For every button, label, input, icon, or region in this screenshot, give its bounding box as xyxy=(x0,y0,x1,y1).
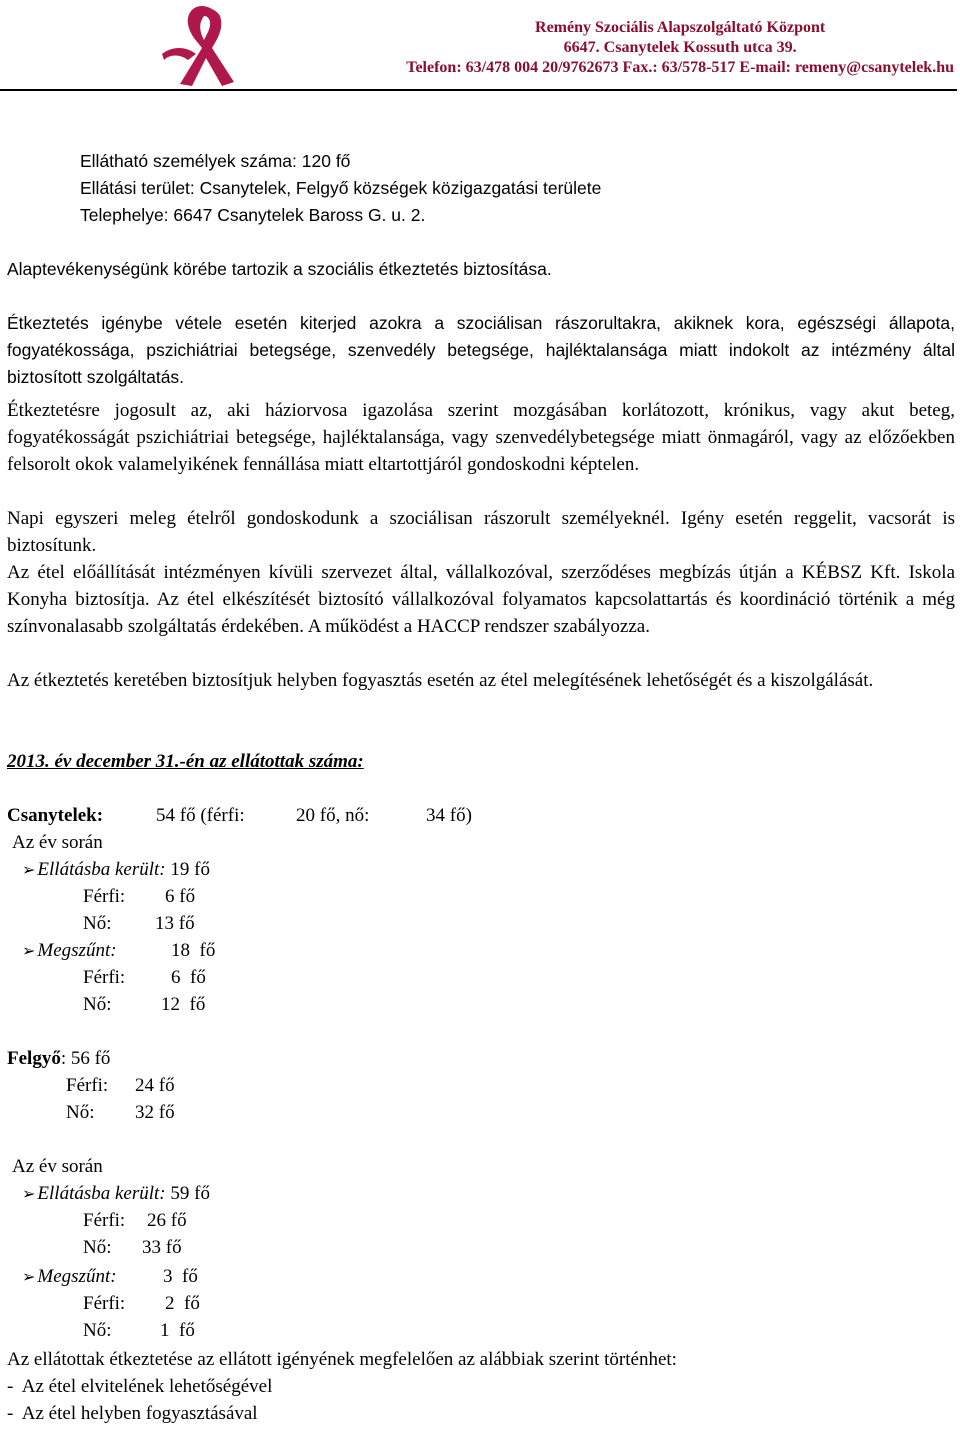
closing-item-takeaway: - Az étel elvitelének lehetőségével xyxy=(7,1376,273,1397)
organization-block xyxy=(406,18,954,78)
paragraph-entitlement: Étkeztetésre jogosult az, aki háziorvosa igazolása szerint mozgásában korlátozott, krónikus, vagy akut beteg, fogyatékosságát pszichiátriai betegsége, hajléktalansága, vagy szenvedélybetegsége miatt önmagáról, vagy az előzőekben felsorolt okok valamelyikének fennállása miatt eltartottjáról gondoskodni képtelen. xyxy=(7,400,955,475)
csanytelek-ended-male-label: Férfi: xyxy=(83,967,126,988)
felgyo-total: : 56 fő xyxy=(60,1048,111,1069)
closing-line: Az ellátottak étkeztetése az ellátott igényének megfelelően az alábbiak szerint történhet: xyxy=(7,1349,677,1370)
csanytelek-male: 20 fő, nő: xyxy=(296,805,370,826)
csanytelek-ended-total: 18 fő xyxy=(171,940,216,961)
felgyo-entered-female: 33 fő xyxy=(142,1237,182,1258)
felgyo-total-row xyxy=(7,1045,110,1072)
area-line: Ellátási terület: Csanytelek, Felgyő községek közigazgatási területe xyxy=(80,178,602,198)
ended-label: Megszűnt: xyxy=(37,940,117,961)
felgyo-ended-female: 1 fő xyxy=(160,1320,195,1341)
entered-total: 19 fő xyxy=(170,859,210,880)
organization-contact: Telefon: 63/478 004 20/9762673 Fax.: 63/578-517 E-mail: remeny@csanytelek.hu xyxy=(406,59,954,76)
entered-label: Ellátásba került: xyxy=(37,1183,166,1204)
arrow-bullet-icon: ➢ xyxy=(22,860,36,879)
csanytelek-total: 54 fő (férfi: xyxy=(156,805,245,826)
felgyo-ended-total: 3 fő xyxy=(163,1266,198,1287)
csanytelek-female: 34 fő) xyxy=(426,805,472,826)
felgyo-ended-row xyxy=(22,1263,117,1290)
letterhead xyxy=(0,0,960,92)
paragraph-eligibility: Étkeztetés igénybe vétele esetén kiterjed azokra a szociálisan rászorultakra, akiknek kora, egészségi állapota, fogyatékossága, pszichiátriai betegsége, szenvedély betegsége, hajléktalansága miatt indokolt az intézmény által biztosított szolgáltatás. xyxy=(7,313,955,387)
paragraph-daily-meal: Napi egyszeri meleg ételről gondoskodunk a szociálisan rászorult személyeknél. Igény esetén reggelit, vacsorát is biztosítunk. xyxy=(7,508,955,556)
arrow-bullet-icon: ➢ xyxy=(22,941,36,960)
csanytelek-entered-female-label: Nő: xyxy=(83,913,112,934)
felgyo-ended-female-label: Nő: xyxy=(83,1320,112,1341)
csanytelek-entered-male: 6 fő xyxy=(165,886,196,907)
header-divider xyxy=(0,89,957,91)
felgyo-entered-male-label: Férfi: xyxy=(83,1210,126,1231)
csanytelek-ended-row xyxy=(22,937,117,964)
csanytelek-ended-female-label: Nő: xyxy=(83,994,112,1015)
csanytelek-entered-row xyxy=(22,856,210,883)
capacity-line: Ellátható személyek száma: 120 fő xyxy=(80,151,351,171)
closing-item-onsite: - Az étel helyben fogyasztásával xyxy=(7,1403,258,1424)
paragraph-catering: Az étel előállítását intézményen kívüli szervezet által, vállalkozóval, szerződéses megbízás útján a KÉBSZ Kft. Iskola Konyha biztosítja. Az étel elkészítését biztosító vállalkozóval folyamatos kapcsolattartás és koordináció történik a még színvonalasabb szolgáltatás érdekében. A működést a HACCP rendszer szabályozza. xyxy=(7,562,955,637)
ribbon-logo xyxy=(158,2,240,88)
csanytelek-entered-female: 13 fő xyxy=(155,913,195,934)
felgyo-label: Felgyő xyxy=(7,1048,61,1069)
arrow-bullet-icon: ➢ xyxy=(22,1184,36,1203)
felgyo-ended-male-label: Férfi: xyxy=(83,1293,126,1314)
entered-total: 59 fő xyxy=(170,1183,210,1204)
felgyo-female-label: Nő: xyxy=(66,1102,95,1123)
csanytelek-ended-male: 6 fő xyxy=(171,967,206,988)
felgyo-male-label: Férfi: xyxy=(66,1075,109,1096)
felgyo-female: 32 fő xyxy=(135,1102,175,1123)
csanytelek-entered-male-label: Férfi: xyxy=(83,886,126,907)
csanytelek-ended-female: 12 fő xyxy=(161,994,206,1015)
entered-label: Ellátásba került: xyxy=(37,859,166,880)
arrow-bullet-icon: ➢ xyxy=(22,1267,36,1286)
paragraph-onsite: Az étkeztetés keretében biztosítjuk helyben fogyasztás esetén az étel melegítésének lehetőségét és a kiszolgálását. xyxy=(7,670,874,691)
organization-address: 6647. Csanytelek Kossuth utca 39. xyxy=(563,39,797,56)
stats-heading: 2013. év december 31.-én az ellátottak száma: xyxy=(7,751,364,772)
organization-name: Remény Szociális Alapszolgáltató Központ xyxy=(535,19,826,36)
felgyo-entered-male: 26 fő xyxy=(147,1210,187,1231)
felgyo-year-label: Az év során xyxy=(12,1156,103,1177)
ended-label: Megszűnt: xyxy=(37,1266,117,1287)
felgyo-entered-row xyxy=(22,1180,210,1207)
csanytelek-year-label: Az év során xyxy=(12,832,103,853)
site-line: Telephelye: 6647 Csanytelek Baross G. u. 2. xyxy=(80,205,426,225)
csanytelek-label: Csanytelek: xyxy=(7,805,104,826)
felgyo-entered-female-label: Nő: xyxy=(83,1237,112,1258)
core-activity-line: Alaptevékenységünk körébe tartozik a szociális étkeztetés biztosítása. xyxy=(7,259,552,279)
felgyo-male: 24 fő xyxy=(135,1075,175,1096)
felgyo-ended-male: 2 fő xyxy=(165,1293,200,1314)
